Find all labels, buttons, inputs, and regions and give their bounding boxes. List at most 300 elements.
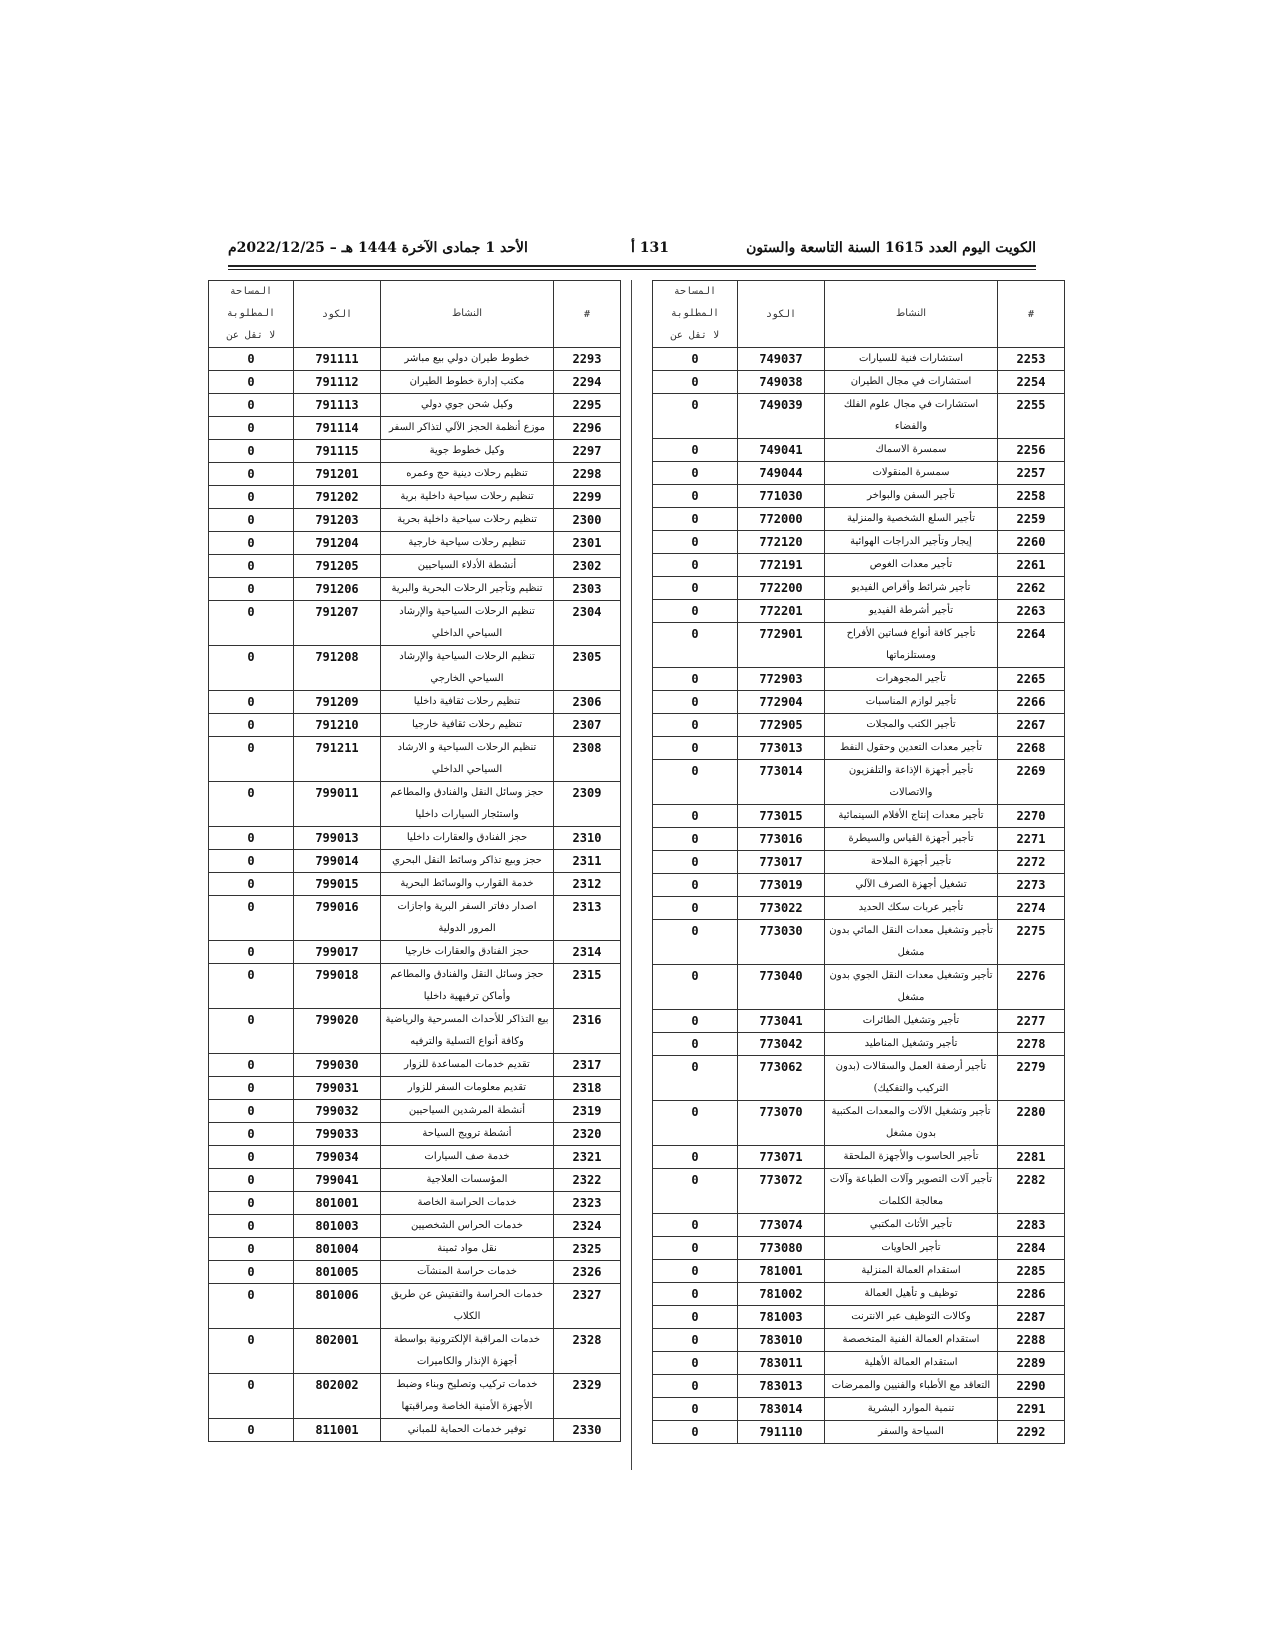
col-header-number: #	[998, 281, 1065, 348]
column-divider	[631, 280, 632, 1470]
table-row	[653, 1329, 1065, 1352]
row-number: 2257	[998, 462, 1065, 485]
row-area: 0	[653, 1033, 738, 1056]
row-code: 791207	[294, 601, 381, 646]
row-code: 791110	[738, 1421, 825, 1444]
row-number: 2283	[998, 1214, 1065, 1237]
table-row	[209, 601, 621, 646]
row-area: 0	[209, 737, 294, 782]
row-activity: تأجير السلع الشخصية والمنزلية	[825, 508, 998, 531]
row-number: 2295	[554, 394, 621, 417]
row-number: 2323	[554, 1192, 621, 1215]
row-activity: استقدام العمالة الفنية المتخصصة	[825, 1329, 998, 1352]
row-activity: تنمية الموارد البشرية	[825, 1398, 998, 1421]
row-activity: خدمات تركيب وتصليح وبناء وضبط الأجهزة الأمنية الخاصة ومراقبتها	[381, 1374, 554, 1419]
row-activity: تشغيل أجهزة الصرف الآلي	[825, 874, 998, 897]
row-area: 0	[653, 439, 738, 462]
row-code: 772901	[738, 623, 825, 668]
row-activity: تأجير وتشغيل معدات النقل الجوي بدون مشغل	[825, 965, 998, 1010]
table-row	[209, 1192, 621, 1215]
row-number: 2292	[998, 1421, 1065, 1444]
row-area: 0	[209, 827, 294, 850]
row-number: 2273	[998, 874, 1065, 897]
row-area: 0	[209, 1100, 294, 1123]
table-row	[209, 578, 621, 601]
table-row	[209, 691, 621, 714]
table-row	[653, 1375, 1065, 1398]
row-number: 2312	[554, 873, 621, 896]
row-activity: تأجير السفن والبواخر	[825, 485, 998, 508]
row-number: 2307	[554, 714, 621, 737]
row-code: 791203	[294, 509, 381, 532]
row-activity: خدمات المراقبة الإلكترونية بواسطة أجهزة الإنذار والكاميرات	[381, 1329, 554, 1374]
row-number: 2275	[998, 920, 1065, 965]
row-area: 0	[209, 873, 294, 896]
row-code: 799030	[294, 1054, 381, 1077]
row-activity: المؤسسات العلاجية	[381, 1169, 554, 1192]
row-number: 2281	[998, 1146, 1065, 1169]
row-activity: خدمة صف السيارات	[381, 1146, 554, 1169]
row-activity: نقل مواد ثمينة	[381, 1238, 554, 1261]
table-row	[653, 965, 1065, 1010]
row-number: 2280	[998, 1101, 1065, 1146]
row-area: 0	[209, 850, 294, 873]
table-row	[653, 1283, 1065, 1306]
row-number: 2315	[554, 964, 621, 1009]
row-activity: موزع أنظمة الحجز الآلي لتذاكر السفر	[381, 417, 554, 440]
row-number: 2313	[554, 896, 621, 941]
col-header-area-line2: المطلوبة	[670, 308, 720, 319]
row-number: 2266	[998, 691, 1065, 714]
row-area: 0	[653, 1375, 738, 1398]
row-number: 2290	[998, 1375, 1065, 1398]
row-number: 2311	[554, 850, 621, 873]
row-number: 2314	[554, 941, 621, 964]
row-number: 2299	[554, 486, 621, 509]
row-area: 0	[653, 554, 738, 577]
row-area: 0	[653, 1237, 738, 1260]
row-number: 2301	[554, 532, 621, 555]
row-activity: حجز الفنادق والعقارات داخليا	[381, 827, 554, 850]
row-code: 791115	[294, 440, 381, 463]
row-area: 0	[653, 485, 738, 508]
row-area: 0	[653, 1421, 738, 1444]
row-area: 0	[209, 1146, 294, 1169]
row-code: 772191	[738, 554, 825, 577]
table-row	[653, 348, 1065, 371]
row-code: 799034	[294, 1146, 381, 1169]
row-code: 791204	[294, 532, 381, 555]
table-row	[653, 1146, 1065, 1169]
row-code: 772903	[738, 668, 825, 691]
row-area: 0	[653, 805, 738, 828]
row-code: 773013	[738, 737, 825, 760]
row-code: 799013	[294, 827, 381, 850]
table-row	[209, 1054, 621, 1077]
row-activity: أنشطة المرشدين السياحيين	[381, 1100, 554, 1123]
col-header-area-line3: لا تقل عن	[226, 330, 276, 341]
row-area: 0	[209, 1054, 294, 1077]
col-header-area	[209, 281, 294, 348]
row-activity: حجز وسائل النقل والفنادق والمطاعم واستئجار السيارات داخليا	[381, 782, 554, 827]
table-row	[653, 828, 1065, 851]
row-code: 783014	[738, 1398, 825, 1421]
table-row	[653, 1214, 1065, 1237]
row-number: 2309	[554, 782, 621, 827]
row-code: 781001	[738, 1260, 825, 1283]
row-activity: تأجير وتشغيل معدات النقل المائي بدون مشغل	[825, 920, 998, 965]
row-area: 0	[653, 462, 738, 485]
row-number: 2304	[554, 601, 621, 646]
row-code: 799041	[294, 1169, 381, 1192]
row-area: 0	[653, 874, 738, 897]
row-number: 2270	[998, 805, 1065, 828]
table-row	[653, 439, 1065, 462]
row-code: 749044	[738, 462, 825, 485]
row-number: 2271	[998, 828, 1065, 851]
col-header-code: الكود	[294, 281, 381, 348]
table-row	[209, 1077, 621, 1100]
table-row	[653, 600, 1065, 623]
row-code: 781002	[738, 1283, 825, 1306]
row-number: 2282	[998, 1169, 1065, 1214]
row-activity: تأجير أجهزة الإذاعة والتلفزيون والاتصالات	[825, 760, 998, 805]
col-header-area-line1: المساحة	[673, 286, 717, 297]
row-number: 2327	[554, 1284, 621, 1329]
table-row	[209, 440, 621, 463]
row-code: 772905	[738, 714, 825, 737]
row-area: 0	[653, 828, 738, 851]
table-row	[209, 873, 621, 896]
activities-table-right	[652, 280, 1065, 1444]
row-number: 2324	[554, 1215, 621, 1238]
row-code: 791114	[294, 417, 381, 440]
row-number: 2322	[554, 1169, 621, 1192]
row-area: 0	[209, 1215, 294, 1238]
row-area: 0	[653, 1398, 738, 1421]
row-number: 2288	[998, 1329, 1065, 1352]
row-number: 2316	[554, 1009, 621, 1054]
row-code: 772904	[738, 691, 825, 714]
col-header-activity: النشاط	[381, 281, 554, 348]
row-area: 0	[653, 1169, 738, 1214]
row-area: 0	[209, 601, 294, 646]
row-number: 2293	[554, 348, 621, 371]
row-activity: تأجير معدات الغوص	[825, 554, 998, 577]
row-code: 773071	[738, 1146, 825, 1169]
row-number: 2296	[554, 417, 621, 440]
row-activity: تأجير لوازم المناسبات	[825, 691, 998, 714]
table-row	[209, 1009, 621, 1054]
row-number: 2310	[554, 827, 621, 850]
table-row	[209, 896, 621, 941]
row-area: 0	[209, 463, 294, 486]
row-number: 2286	[998, 1283, 1065, 1306]
row-code: 799016	[294, 896, 381, 941]
row-activity: تأجير آلات التصوير وآلات الطباعة وآلات معالجة الكلمات	[825, 1169, 998, 1214]
row-code: 801005	[294, 1261, 381, 1284]
row-area: 0	[653, 1260, 738, 1283]
row-number: 2274	[998, 897, 1065, 920]
row-code: 749038	[738, 371, 825, 394]
row-number: 2276	[998, 965, 1065, 1010]
row-activity: استقدام العمالة الأهلية	[825, 1352, 998, 1375]
row-code: 791202	[294, 486, 381, 509]
row-number: 2303	[554, 578, 621, 601]
row-activity: حجز الفنادق والعقارات خارجيا	[381, 941, 554, 964]
row-code: 783011	[738, 1352, 825, 1375]
row-number: 2278	[998, 1033, 1065, 1056]
gazette-title: الكويت اليوم العدد 1615 السنة التاسعة والستون	[746, 240, 1036, 256]
row-code: 801006	[294, 1284, 381, 1329]
issue-date: الأحد 1 جمادى الآخرة 1444 هـ – 2022/12/25م	[228, 240, 528, 256]
row-code: 799011	[294, 782, 381, 827]
table-row	[653, 577, 1065, 600]
row-number: 2291	[998, 1398, 1065, 1421]
table-row	[209, 827, 621, 850]
row-code: 811001	[294, 1419, 381, 1442]
row-code: 801004	[294, 1238, 381, 1261]
table-row	[653, 371, 1065, 394]
table-row	[653, 1033, 1065, 1056]
row-number: 2262	[998, 577, 1065, 600]
table-row	[209, 555, 621, 578]
row-code: 791206	[294, 578, 381, 601]
row-activity: إيجار وتأجير الدراجات الهوائية	[825, 531, 998, 554]
table-row	[653, 737, 1065, 760]
row-activity: أنشطة الأدلاء السياحيين	[381, 555, 554, 578]
row-area: 0	[209, 578, 294, 601]
row-activity: تأجير شرائط وأقراص الفيديو	[825, 577, 998, 600]
row-code: 799031	[294, 1077, 381, 1100]
row-area: 0	[209, 1284, 294, 1329]
row-area: 0	[653, 668, 738, 691]
row-code: 802002	[294, 1374, 381, 1419]
row-code: 773042	[738, 1033, 825, 1056]
table-row	[209, 371, 621, 394]
page-header	[228, 232, 1036, 266]
row-area: 0	[209, 486, 294, 509]
row-activity: أنشطة ترويج السياحة	[381, 1123, 554, 1146]
table-row	[209, 1169, 621, 1192]
row-area: 0	[653, 531, 738, 554]
row-number: 2261	[998, 554, 1065, 577]
col-header-area-line1: المساحة	[229, 286, 273, 297]
row-code: 791113	[294, 394, 381, 417]
table-row	[209, 1261, 621, 1284]
table-row	[653, 874, 1065, 897]
table-row	[653, 508, 1065, 531]
row-number: 2263	[998, 600, 1065, 623]
row-activity: خدمات الحراسة والتفتيش عن طريق الكلاب	[381, 1284, 554, 1329]
row-number: 2319	[554, 1100, 621, 1123]
row-activity: تقديم خدمات المساعدة للزوار	[381, 1054, 554, 1077]
row-activity: تأجير وتشغيل الطائرات	[825, 1010, 998, 1033]
row-code: 773040	[738, 965, 825, 1010]
row-area: 0	[209, 896, 294, 941]
row-number: 2306	[554, 691, 621, 714]
row-code: 772000	[738, 508, 825, 531]
row-code: 773070	[738, 1101, 825, 1146]
row-code: 799014	[294, 850, 381, 873]
row-activity: تأجير وتشغيل المناطيد	[825, 1033, 998, 1056]
row-activity: تأجير المجوهرات	[825, 668, 998, 691]
header-rule-thin	[228, 269, 1036, 270]
table-row	[209, 417, 621, 440]
row-activity: تنظيم رحلات ثقافية خارجيا	[381, 714, 554, 737]
row-area: 0	[653, 371, 738, 394]
row-code: 783013	[738, 1375, 825, 1398]
row-number: 2285	[998, 1260, 1065, 1283]
row-activity: تأجير أشرطة الفيديو	[825, 600, 998, 623]
table-row	[209, 486, 621, 509]
row-number: 2269	[998, 760, 1065, 805]
row-code: 783010	[738, 1329, 825, 1352]
row-activity: استقدام العمالة المنزلية	[825, 1260, 998, 1283]
row-activity: تأجير الحاسوب والأجهزة الملحقة	[825, 1146, 998, 1169]
row-area: 0	[209, 532, 294, 555]
row-activity: تأجير معدات إنتاج الأفلام السينمائية	[825, 805, 998, 828]
row-area: 0	[653, 348, 738, 371]
row-code: 772201	[738, 600, 825, 623]
row-activity: خدمة القوارب والوسائط البحرية	[381, 873, 554, 896]
row-code: 791208	[294, 646, 381, 691]
row-area: 0	[209, 1238, 294, 1261]
row-number: 2264	[998, 623, 1065, 668]
row-number: 2253	[998, 348, 1065, 371]
row-number: 2289	[998, 1352, 1065, 1375]
row-activity: تنظيم الرحلات السياحية و الارشاد السياحي الداخلي	[381, 737, 554, 782]
row-code: 771030	[738, 485, 825, 508]
row-activity: تأجير أجهزة القياس والسيطرة	[825, 828, 998, 851]
row-area: 0	[653, 1214, 738, 1237]
col-header-area-line2: المطلوبة	[226, 308, 276, 319]
table-row	[209, 1374, 621, 1419]
row-area: 0	[209, 1419, 294, 1442]
table-row	[653, 897, 1065, 920]
row-number: 2317	[554, 1054, 621, 1077]
table-row	[653, 485, 1065, 508]
row-number: 2305	[554, 646, 621, 691]
row-code: 802001	[294, 1329, 381, 1374]
row-code: 799015	[294, 873, 381, 896]
row-number: 2326	[554, 1261, 621, 1284]
row-number: 2318	[554, 1077, 621, 1100]
row-number: 2330	[554, 1419, 621, 1442]
row-activity: تأجير الأثاث المكتبي	[825, 1214, 998, 1237]
table-row	[209, 1123, 621, 1146]
row-activity: سمسرة المنقولات	[825, 462, 998, 485]
table-row	[653, 1260, 1065, 1283]
row-code: 799020	[294, 1009, 381, 1054]
table-row	[209, 1329, 621, 1374]
row-area: 0	[653, 1352, 738, 1375]
row-code: 749037	[738, 348, 825, 371]
row-area: 0	[653, 1101, 738, 1146]
table-header-row	[209, 281, 621, 348]
row-activity: تقديم معلومات السفر للزوار	[381, 1077, 554, 1100]
row-code: 773016	[738, 828, 825, 851]
table-row	[653, 1169, 1065, 1214]
row-code: 773022	[738, 897, 825, 920]
table-header-row	[653, 281, 1065, 348]
row-activity: بيع التذاكر للأحداث المسرحية والرياضية وكافة أنواع التسلية والترفيه	[381, 1009, 554, 1054]
row-area: 0	[209, 1261, 294, 1284]
row-number: 2302	[554, 555, 621, 578]
col-header-area	[653, 281, 738, 348]
row-area: 0	[653, 394, 738, 439]
table-row	[653, 1306, 1065, 1329]
row-activity: تنظيم رحلات سياحية داخلية بحرية	[381, 509, 554, 532]
row-activity: تنظيم الرحلات السياحية والإرشاد السياحي الداخلي	[381, 601, 554, 646]
table-row	[209, 941, 621, 964]
row-code: 801003	[294, 1215, 381, 1238]
table-row	[209, 509, 621, 532]
row-activity: تأجير أرصفة العمل والسقالات (بدون التركيب والتفكيك)	[825, 1056, 998, 1101]
row-code: 801001	[294, 1192, 381, 1215]
row-number: 2329	[554, 1374, 621, 1419]
table-row	[209, 782, 621, 827]
row-area: 0	[653, 691, 738, 714]
table-row	[653, 1398, 1065, 1421]
row-area: 0	[209, 394, 294, 417]
row-number: 2277	[998, 1010, 1065, 1033]
row-activity: تأجير الحاويات	[825, 1237, 998, 1260]
row-area: 0	[653, 1146, 738, 1169]
row-area: 0	[653, 760, 738, 805]
row-area: 0	[653, 1329, 738, 1352]
row-area: 0	[653, 897, 738, 920]
row-number: 2321	[554, 1146, 621, 1169]
row-activity: توفير خدمات الحماية للمباني	[381, 1419, 554, 1442]
row-activity: خدمات الحراسة الخاصة	[381, 1192, 554, 1215]
row-area: 0	[209, 1374, 294, 1419]
row-area: 0	[209, 509, 294, 532]
table-row	[653, 805, 1065, 828]
row-number: 2300	[554, 509, 621, 532]
row-activity: حجز وسائل النقل والفنادق والمطاعم وأماكن ترفيهية داخليا	[381, 964, 554, 1009]
row-area: 0	[209, 1192, 294, 1215]
row-area: 0	[209, 646, 294, 691]
row-code: 773019	[738, 874, 825, 897]
table-row	[209, 532, 621, 555]
row-number: 2294	[554, 371, 621, 394]
row-code: 749039	[738, 394, 825, 439]
table-row	[653, 920, 1065, 965]
header-rule	[228, 265, 1036, 267]
row-area: 0	[653, 600, 738, 623]
table-row	[209, 394, 621, 417]
row-number: 2255	[998, 394, 1065, 439]
table-row	[653, 1101, 1065, 1146]
table-row	[209, 737, 621, 782]
row-area: 0	[653, 965, 738, 1010]
col-header-activity: النشاط	[825, 281, 998, 348]
activities-table-left	[208, 280, 621, 1442]
row-activity: التعاقد مع الأطباء والفنيين والممرضات	[825, 1375, 998, 1398]
row-activity: خطوط طيران دولي بيع مباشر	[381, 348, 554, 371]
row-activity: وكيل شحن جوي دولي	[381, 394, 554, 417]
table-row	[209, 646, 621, 691]
table-row	[653, 668, 1065, 691]
row-area: 0	[653, 623, 738, 668]
table-row	[209, 1100, 621, 1123]
row-code: 791112	[294, 371, 381, 394]
row-activity: وكيل خطوط جوية	[381, 440, 554, 463]
row-activity: تنظيم رحلات سياحية خارجية	[381, 532, 554, 555]
row-number: 2287	[998, 1306, 1065, 1329]
row-number: 2254	[998, 371, 1065, 394]
